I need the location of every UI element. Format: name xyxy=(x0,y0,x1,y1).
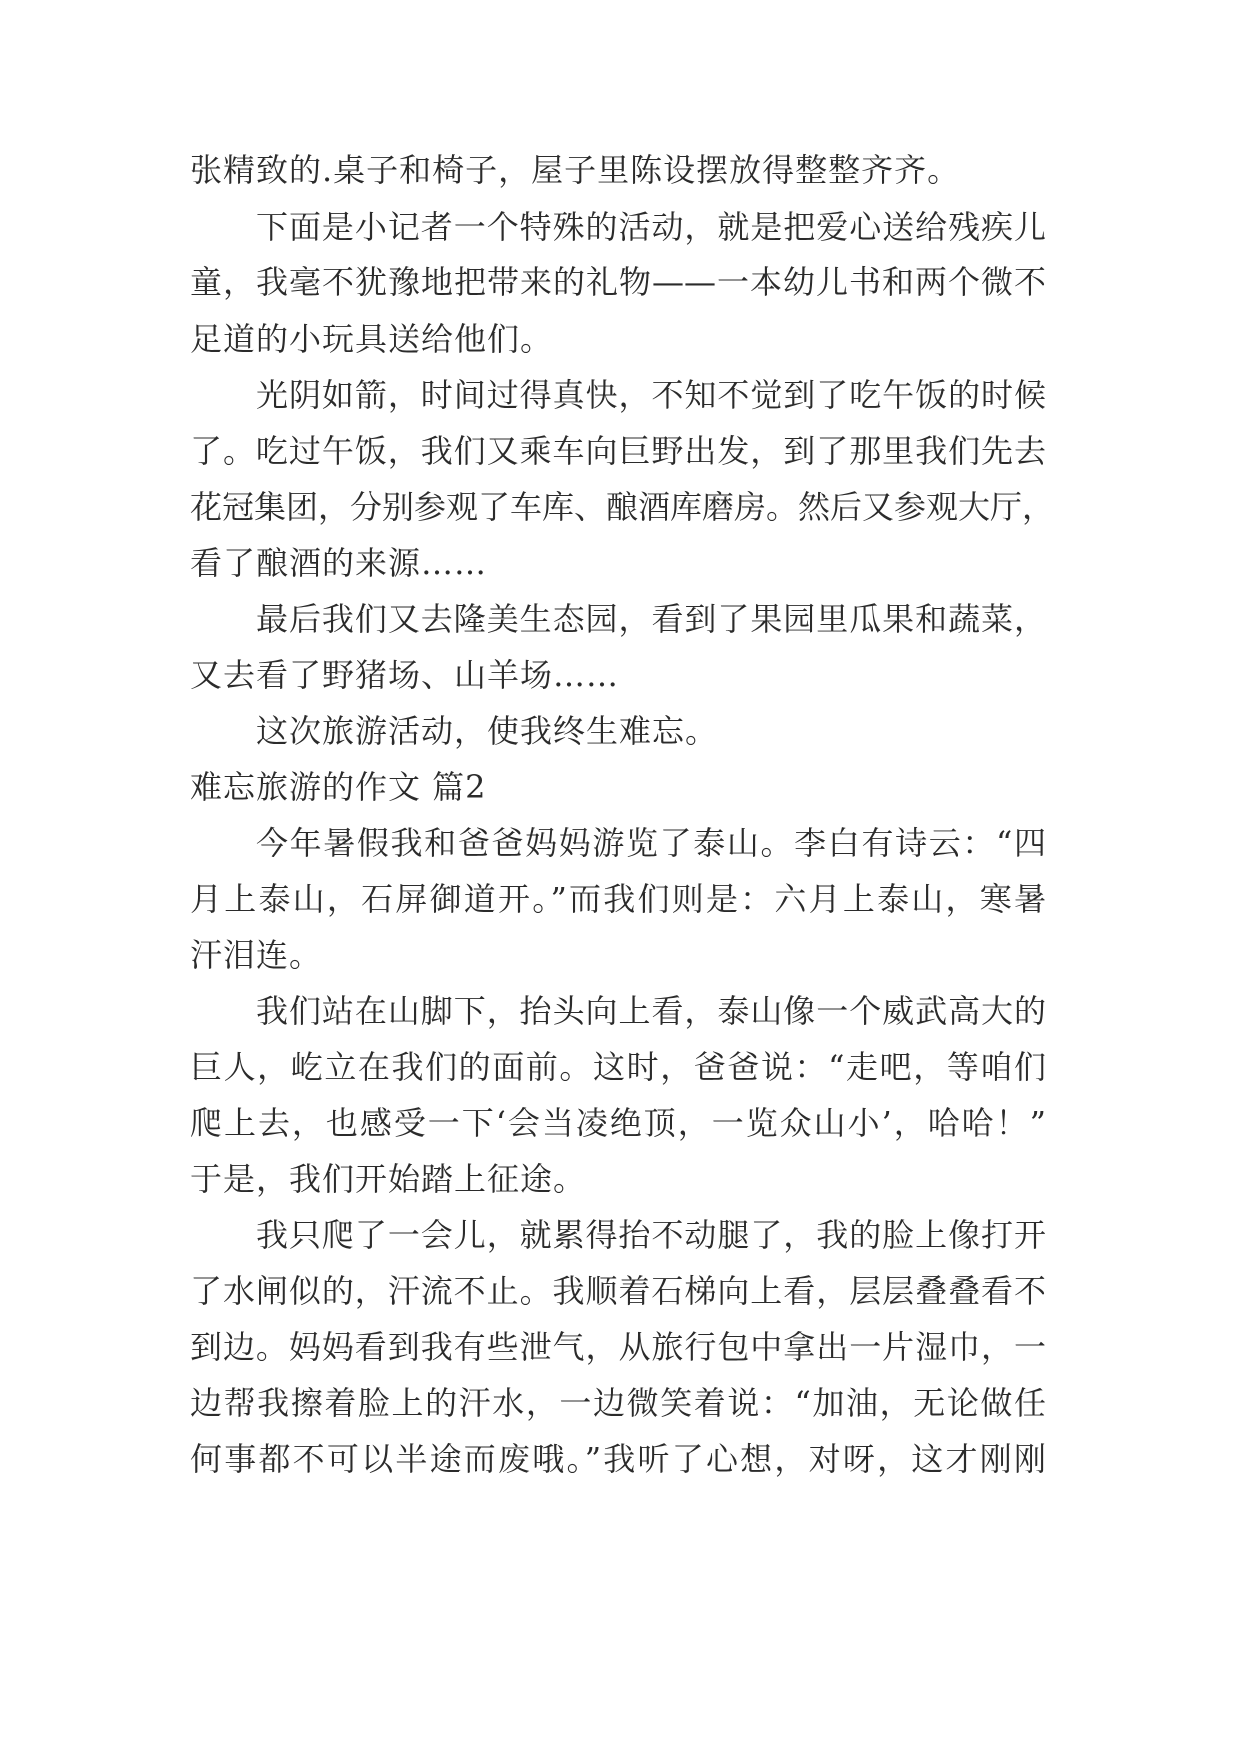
paragraph-line: 于是，我们开始踏上征途。 xyxy=(190,1160,587,1198)
paragraph-line: 了。吃过午饭，我们又乘车向巨野出发，到了那里我们先去 xyxy=(190,432,1046,470)
paragraph-line: 这次旅游活动，使我终生难忘。 xyxy=(256,712,719,750)
paragraph-line: 何事都不可以半途而废哦。”我听了心想，对呀，这才刚刚 xyxy=(190,1440,1046,1478)
paragraph-line: 下面是小记者一个特殊的活动，就是把爱心送给残疾儿 xyxy=(256,208,1046,246)
paragraph-line: 看了酿酒的来源…… xyxy=(190,544,488,582)
paragraph-line: 光阴如箭，时间过得真快，不知不觉到了吃午饭的时候 xyxy=(256,376,1046,414)
paragraph-line: 最后我们又去隆美生态园，看到了果园里瓜果和蔬菜， xyxy=(256,600,1046,638)
paragraph-line: 到边。妈妈看到我有些泄气，从旅行包中拿出一片湿巾，一 xyxy=(190,1328,1046,1366)
paragraph-line: 爬上去，也感受一下‘会当凌绝顶，一览众山小’，哈哈！” xyxy=(190,1104,1046,1142)
paragraph-line: 张精致的.桌子和椅子，屋子里陈设摆放得整整齐齐。 xyxy=(190,151,961,189)
paragraph-line: 了水闸似的，汗流不止。我顺着石梯向上看，层层叠叠看不 xyxy=(190,1272,1046,1310)
paragraph-line: 边帮我擦着脸上的汗水，一边微笑着说：“加油，无论做任 xyxy=(190,1384,1046,1422)
paragraph-line: 足道的小玩具送给他们。 xyxy=(190,320,554,358)
section-heading: 难忘旅游的作文 篇2 xyxy=(190,768,487,806)
paragraph-line: 花冠集团，分别参观了车库、酿酒库磨房。然后又参观大厅， xyxy=(190,488,1055,526)
paragraph-line: 汗泪连。 xyxy=(190,936,323,974)
paragraph-line: 巨人，屹立在我们的面前。这时，爸爸说：“走吧，等咱们 xyxy=(190,1048,1046,1086)
paragraph-line: 月上泰山，石屏御道开。”而我们则是：六月上泰山，寒暑 xyxy=(190,880,1046,918)
paragraph-line: 童，我毫不犹豫地把带来的礼物——一本幼儿书和两个微不 xyxy=(190,263,1046,301)
paragraph-line: 今年暑假我和爸爸妈妈游览了泰山。李白有诗云：“四 xyxy=(256,824,1046,862)
paragraph-line: 又去看了野猪场、山羊场…… xyxy=(190,656,620,694)
paragraph-line: 我只爬了一会儿，就累得抬不动腿了，我的脸上像打开 xyxy=(256,1216,1046,1254)
paragraph-line: 我们站在山脚下，抬头向上看，泰山像一个威武高大的 xyxy=(256,992,1046,1030)
